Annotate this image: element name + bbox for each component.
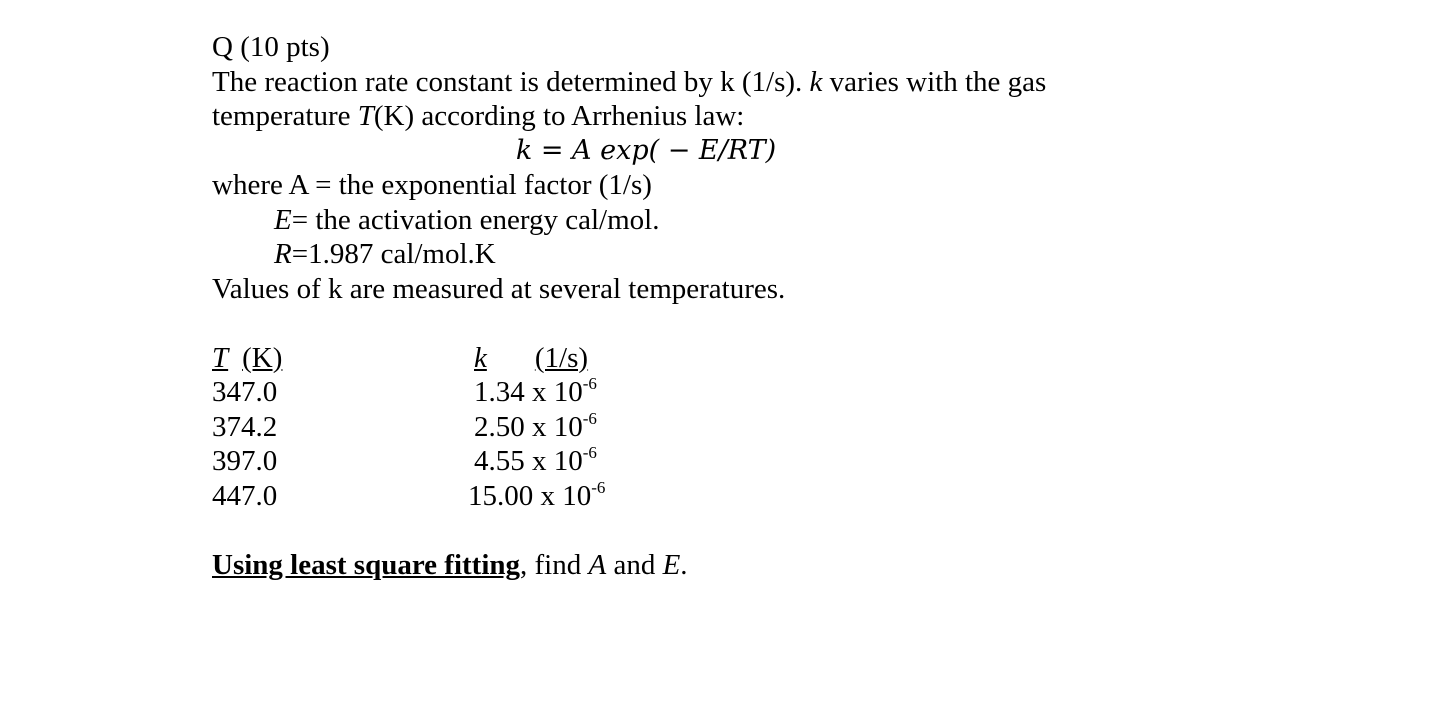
problem-document [212,30,1212,582]
intro-text: (K) according to Arrhenius law: [373,100,745,132]
definition-e [212,203,1212,238]
definition-text: = the activation energy cal/mol. [291,203,660,236]
var-e: E [274,203,292,236]
table-row [212,444,812,479]
intro-text: temperature [212,100,358,132]
equation-lhs: k [515,134,533,166]
var-r: R [274,238,292,270]
var-e: E [662,548,681,581]
where-line: where A = the exponential factor (1/s) [212,169,652,201]
cell-rate-constant: 2.50 x $10^{-6}$ [474,408,597,443]
intro-line-1 [212,65,1212,100]
intro-line-2 [212,99,1212,134]
header-rate-constant: k (1/s) [474,341,589,374]
intro-text: The reaction rate constant is determined by k (1/s). [212,65,810,98]
var-a: A [588,548,607,581]
header-temperature: T (K) [212,341,283,374]
arrhenius-equation [212,134,1080,169]
spacer [212,306,1212,341]
cell-temperature: 397.0 [212,445,278,477]
definition-text: =1.987 cal/mol.K [291,238,496,270]
task-text: , find [520,548,589,581]
question-header: Q (10 pts) [212,31,330,63]
task-emphasis: Using least square fitting [212,548,521,581]
task-text: and [606,548,663,581]
measured-line: Values of k are measured at several temperatures. [212,272,786,305]
cell-rate-constant: 15.00 x $10^{-6}$ [468,477,606,512]
table-row [212,479,812,514]
spacer [212,513,1212,548]
cell-temperature: 374.2 [212,410,278,443]
equation-equals: = [532,134,573,166]
table-row [212,410,812,445]
task-line [212,548,1212,583]
cell-rate-constant: 1.34 x $10^{-6}$ [474,374,597,408]
table-header-row [212,341,812,376]
var-k: k [809,65,823,98]
data-table [212,341,812,514]
equation-rhs: A exp( − E/RT) [572,134,777,166]
var-t: T [357,100,374,132]
cell-temperature: 347.0 [212,376,278,408]
task-text: . [680,548,688,581]
intro-text: varies with the gas [822,65,1047,98]
definition-r [212,237,1212,272]
cell-temperature: 447.0 [212,479,278,512]
cell-rate-constant: 4.55 x $10^{-6}$ [474,443,597,477]
table-row [212,375,812,410]
